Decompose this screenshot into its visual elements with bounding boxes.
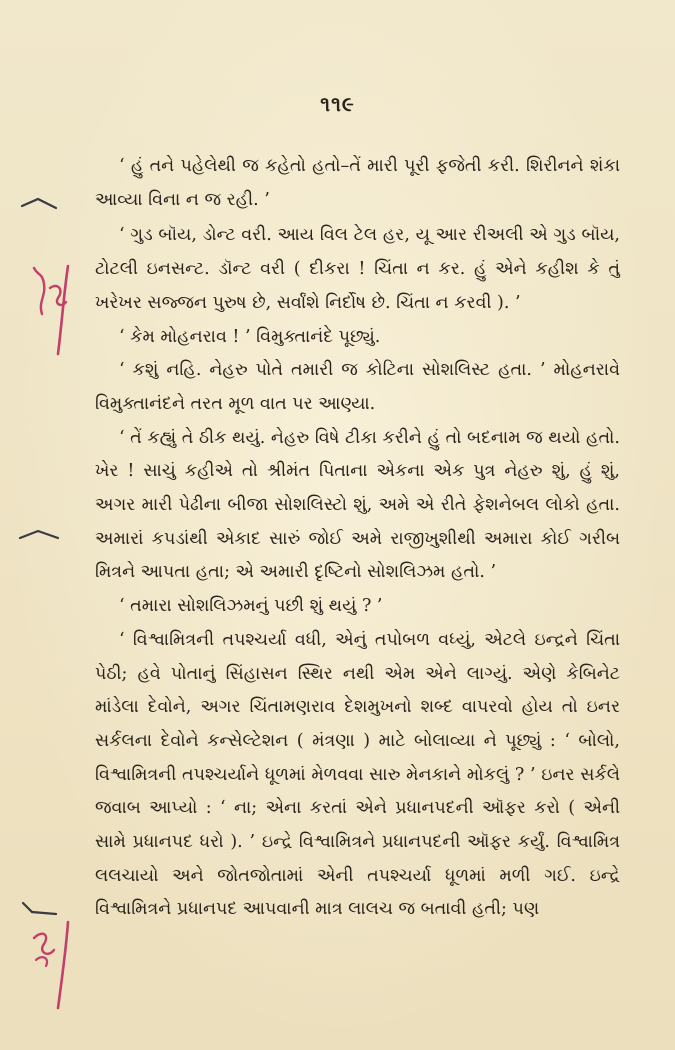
body-text xyxy=(95,150,620,927)
paragraph-1: ‘ હું તને પહેલેથી જ કહેતો હતો–તેં મારી પૂરી ફજેતી કરી. શિરીનને શંકા આવ્યા વિના ન જ રહી. ’ xyxy=(95,156,620,210)
margin-note-top xyxy=(28,262,76,361)
paragraph-7: ‘ વિશ્વામિત્રની તપશ્ચર્યા વધી, એનું તપોબળ વધ્યું, એટલે ઇન્દ્રને ચિંતા પેઠી; હવે પોતાનું સિંહાસન સ્થિર નથી એમ એને લાગ્યું. એણે કેબિનેટ માંડેલા દેવોને, અગર ચિંતામણરાવ દેશમુખનો શબ્દ વાપરવો હોય તો ઇનર સર્કલના દેવોને કન્સેલ્ટેશન ( મંત્રણા ) માટે બોલાવ્યા ને પૂછ્યું : ‘ બોલો, વિશ્વામિત્રની તપશ્ચર્યાને ધૂળમાં મેળવવા સારુ મેનકાને મોકલું ? ’ ઇનર સર્કલે જવાબ આપ્યો : ‘ ના; એના કરતાં એને પ્રધાનપદની ઑફર કરો ( એની સામે પ્રધાનપદ ધરો ). ’ ઇન્દ્રે વિશ્વામિત્રને પ્રધાનપદની ઑફર કર્યું. વિશ્વામિત્ર લલચાયો અને જોતજોતામાં એની તપશ્ચર્યા ધૂળમાં મળી ગઈ. ઇન્દ્રે વિશ્વામિત્રને પ્રધાનપદ આપવાની માત્ર લાલચ જ બતાવી હતી; પણ xyxy=(95,629,620,920)
margin-note-bottom xyxy=(28,920,76,1014)
paragraph-2: ‘ ગુડ બૉય, ડોન્ટ વરી. આય વિલ ટેલ હર, યૂ આર રીઅલી એ ગુડ બૉય, ટોટલી ઇનસન્ટ. ડૉન્ટ વરી ( દીકરા ! ચિંતા ન કર. હું એને કહીશ કે તું ખરેખર સજ્જન પુરુષ છે, સર્વાંશે નિર્દોષ છે. ચિંતા ન કરવી ). ’ xyxy=(95,225,620,313)
paragraph-4: ‘ કશું નહિ. નેહરુ પોતે તમારી જ કોટિના સોશલિસ્ટ હતા. ’ મોહનરાવે વિમુક્તાનંદને તરત મૂળ વાત પર આણ્યા. xyxy=(95,360,620,414)
paragraph-6: ‘ તમારા સોશલિઝમનું પછી શું થયું ? ’ xyxy=(119,596,383,617)
margin-tick-icon xyxy=(18,528,62,542)
page-number: ૧૧૯ xyxy=(320,92,355,116)
paragraph-3: ‘ કેમ મોહનરાવ ! ’ વિમુક્તાનંદે પૂછ્યું. xyxy=(119,326,381,347)
margin-tick-icon xyxy=(20,900,60,916)
paragraph-5: ‘ તેં કહ્યું તે ઠીક થયું. નેહરુ વિષે ટીકા કરીને હું તો બદનામ જ થયો હતો. ખેર ! સાચું કહીએ તો શ્રીમંત પિતાના એકના એક પુત્ર નેહરુ શું, હું શું, અગર મારી પેઢીના બીજા સોશલિસ્ટો શું, અમે એ રીતે ફેશનેબલ લોકો હતા. અમારાં કપડાંથી એકાદ સારું જોઈ અમે રાજીખુશીથી અમારા કોઈ ગરીબ મિત્રને આપતા હતા; એ અમારી દૃષ્ટિનો સોશલિઝમ હતો. ’ xyxy=(95,427,620,583)
margin-tick-icon xyxy=(20,196,60,210)
